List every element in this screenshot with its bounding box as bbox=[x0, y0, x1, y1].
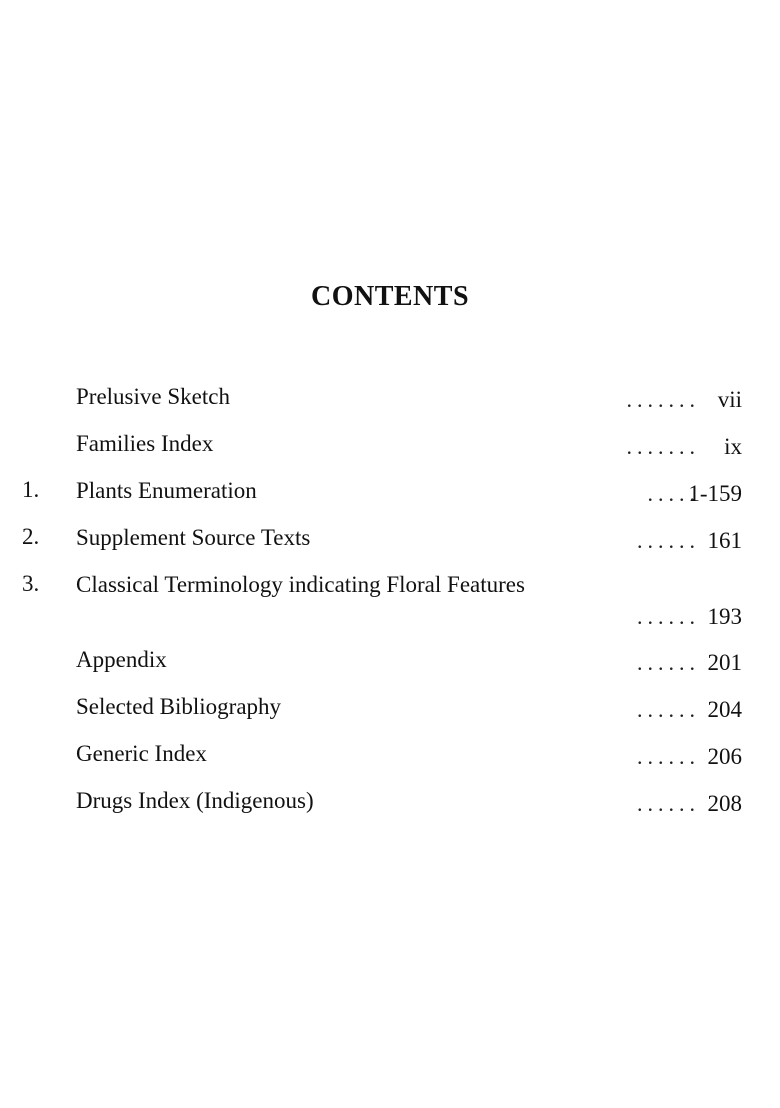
table-of-contents bbox=[0, 383, 780, 834]
entry-page: ix bbox=[724, 434, 742, 459]
entry-title: Families Index bbox=[76, 431, 214, 456]
dot-leader: ....... bbox=[626, 387, 700, 412]
toc-entry[interactable] bbox=[0, 740, 780, 787]
toc-entry[interactable] bbox=[0, 524, 780, 571]
entry-page: 201 bbox=[707, 650, 742, 675]
entry-number: 3. bbox=[22, 571, 40, 596]
entry-page: 204 bbox=[707, 697, 742, 722]
entry-title: Appendix bbox=[76, 647, 167, 672]
dot-leader: ...... bbox=[637, 604, 700, 629]
entry-title: Classical Terminology indicating Floral Features bbox=[76, 572, 525, 597]
toc-entry[interactable] bbox=[0, 693, 780, 740]
dot-leader: ...... bbox=[637, 650, 700, 675]
entry-title: Supplement Source Texts bbox=[76, 525, 311, 550]
dot-leader: ...... bbox=[637, 697, 700, 722]
toc-entry[interactable] bbox=[0, 787, 780, 834]
entry-page: 193 bbox=[707, 604, 742, 629]
entry-number: 2. bbox=[22, 524, 40, 549]
entry-title: Selected Bibliography bbox=[76, 694, 282, 719]
entry-page: 1-159 bbox=[688, 481, 742, 506]
toc-entry[interactable] bbox=[0, 477, 780, 524]
entry-page: 161 bbox=[707, 528, 742, 553]
entry-page: 206 bbox=[707, 744, 742, 769]
dot-leader: ...... bbox=[637, 744, 700, 769]
entry-title: Prelusive Sketch bbox=[76, 384, 230, 409]
dot-leader: ...... bbox=[637, 528, 700, 553]
entry-page: vii bbox=[717, 387, 742, 412]
toc-entry[interactable] bbox=[0, 571, 780, 646]
toc-entry[interactable] bbox=[0, 646, 780, 693]
entry-title: Drugs Index (Indigenous) bbox=[76, 788, 314, 813]
entry-number: 1. bbox=[22, 477, 40, 502]
toc-entry[interactable] bbox=[0, 383, 780, 430]
dot-leader: ....... bbox=[626, 434, 700, 459]
entry-title: Generic Index bbox=[76, 741, 207, 766]
toc-entry[interactable] bbox=[0, 430, 780, 477]
entry-page: 208 bbox=[707, 791, 742, 816]
dot-leader: ...... bbox=[637, 791, 700, 816]
page-title: CONTENTS bbox=[310, 281, 470, 312]
entry-title: Plants Enumeration bbox=[76, 478, 257, 503]
dot-leader: ..... bbox=[647, 481, 700, 506]
